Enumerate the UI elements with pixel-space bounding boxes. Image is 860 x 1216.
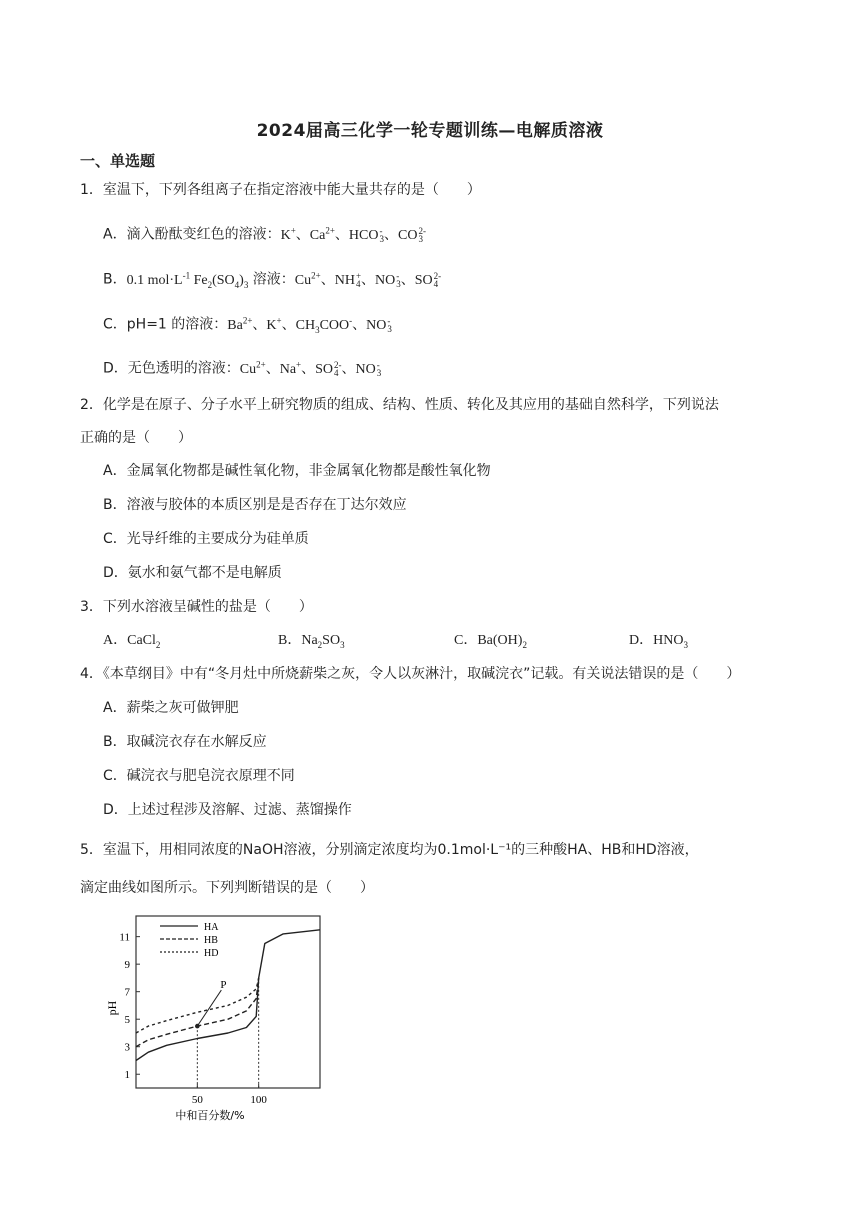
legend-label-ha: HA (204, 922, 219, 933)
plot-frame (136, 916, 320, 1088)
y-axis-label: pH (105, 1000, 119, 1016)
q3-option-d: D．$HNO_3$ (629, 633, 688, 650)
q1-b-cond: 0.1 $mol\cdot L^{-1}$ $Fe_2(SO_4)_3$ (126, 270, 249, 290)
q1-b-ions: $Cu^{2+}$、NH + 4 、NO - 3 、SO 2- 4 (294, 270, 442, 290)
x-axis-label: 中和百分数/% (175, 1109, 245, 1122)
legend-label-hd: HD (204, 948, 219, 959)
titration-figure (100, 912, 330, 1122)
q1-c-label: C．pH=1 的溶液： (103, 316, 228, 333)
point-p-label: P (220, 979, 227, 992)
section-heading: 一、单选题 (80, 152, 156, 170)
legend (160, 922, 219, 959)
q2-option-c: C．光导纤维的主要成分为硅单质 (103, 531, 309, 547)
q1-b-label: B． (103, 271, 127, 288)
q4-option-d: D．上述过程涉及溶解、过滤、蒸馏操作 (103, 802, 352, 818)
q1-stem: 1．室温下，下列各组离子在指定溶液中能大量共存的是（ ） (80, 182, 481, 198)
y-tick-label-7: 7 (124, 986, 130, 999)
q5-stem-line2: 滴定曲线如图所示。下列判断错误的是（ ） (80, 880, 374, 896)
q3-option-b: B．$Na_2SO_3$ (278, 633, 345, 650)
q1-option-b: B．0.1 $mol\cdot L^{-1}$ $Fe_2(SO_4)_3$ 溶液：$Cu^{2+}$、NH + 4 、NO - 3 、SO 2- 4 (103, 270, 442, 290)
q3-option-c: C．$Ba(OH)_2$ (454, 633, 527, 650)
q2-stem-line1: 2．化学是在原子、分子水平上研究物质的组成、结构、性质、转化及其应用的基础自然科学，下列说法 (80, 397, 719, 413)
x-tick-label-50: 50 (191, 1094, 203, 1106)
q1-option-a (103, 220, 426, 246)
y-tick-label-11: 11 (119, 931, 130, 944)
q5-stem-line1: 5．室温下，用相同浓度的NaOH溶液，分别滴定浓度均为0.1mol·L⁻¹的三种酸HA、HB和HD溶液， (80, 842, 699, 858)
q4-option-a: A．薪柴之灰可做钾肥 (103, 700, 239, 716)
q1-a-ions: K+、$Ca^{2+}$、HCO - 3 、CO 2- 3 (280, 225, 426, 245)
x-tick-label-100: 100 (250, 1094, 267, 1106)
q1-d-ions: $Cu^{2+}$、Na+、SO 2- 4 、NO - 3 (239, 359, 382, 379)
y-tick-label-1: 1 (124, 1069, 130, 1082)
q3-stem: 3．下列水溶液呈碱性的盐是（ ） (80, 599, 313, 615)
y-tick-label-3: 3 (124, 1041, 130, 1054)
q4-stem: 4．《本草纲目》中有“冬月灶中所烧薪柴之灰，令人以灰淋汁，取碱浣衣”记载。有关说法错误的是（ ） (80, 666, 741, 682)
y-tick-label-9: 9 (124, 959, 130, 972)
page-title: 2024届高三化学一轮专题训练—电解质溶液 (256, 121, 604, 141)
q1-option-d (103, 354, 381, 380)
q1-c-ions: $Ba^{2+}$、K+、$CH_3COO^-$、NO - 3 (227, 315, 392, 335)
q4-option-b: B．取碱浣衣存在水解反应 (103, 734, 267, 750)
q1-a-label: A．滴入酚酞变红色的溶液： (103, 226, 281, 243)
q2-option-a: A．金属氧化物都是碱性氧化物，非金属氧化物都是酸性氧化物 (103, 463, 491, 479)
y-tick-label-5: 5 (124, 1014, 130, 1027)
q3-option-a: A．CaCl$_2$ (103, 633, 161, 650)
q2-stem-line2: 正确的是（ ） (80, 430, 192, 446)
curve-ha (136, 930, 320, 1061)
q1-option-c (103, 310, 392, 339)
q2-option-d: D．氨水和氨气都不是电解质 (103, 565, 282, 581)
curve-hb (136, 978, 259, 1047)
q4-option-c: C．碱浣衣与肥皂浣衣原理不同 (103, 768, 295, 784)
q1-d-label: D．无色透明的溶液： (103, 360, 240, 377)
q2-option-b: B．溶液与胶体的本质区别是是否存在丁达尔效应 (103, 497, 407, 513)
legend-label-hb: HB (204, 935, 218, 946)
